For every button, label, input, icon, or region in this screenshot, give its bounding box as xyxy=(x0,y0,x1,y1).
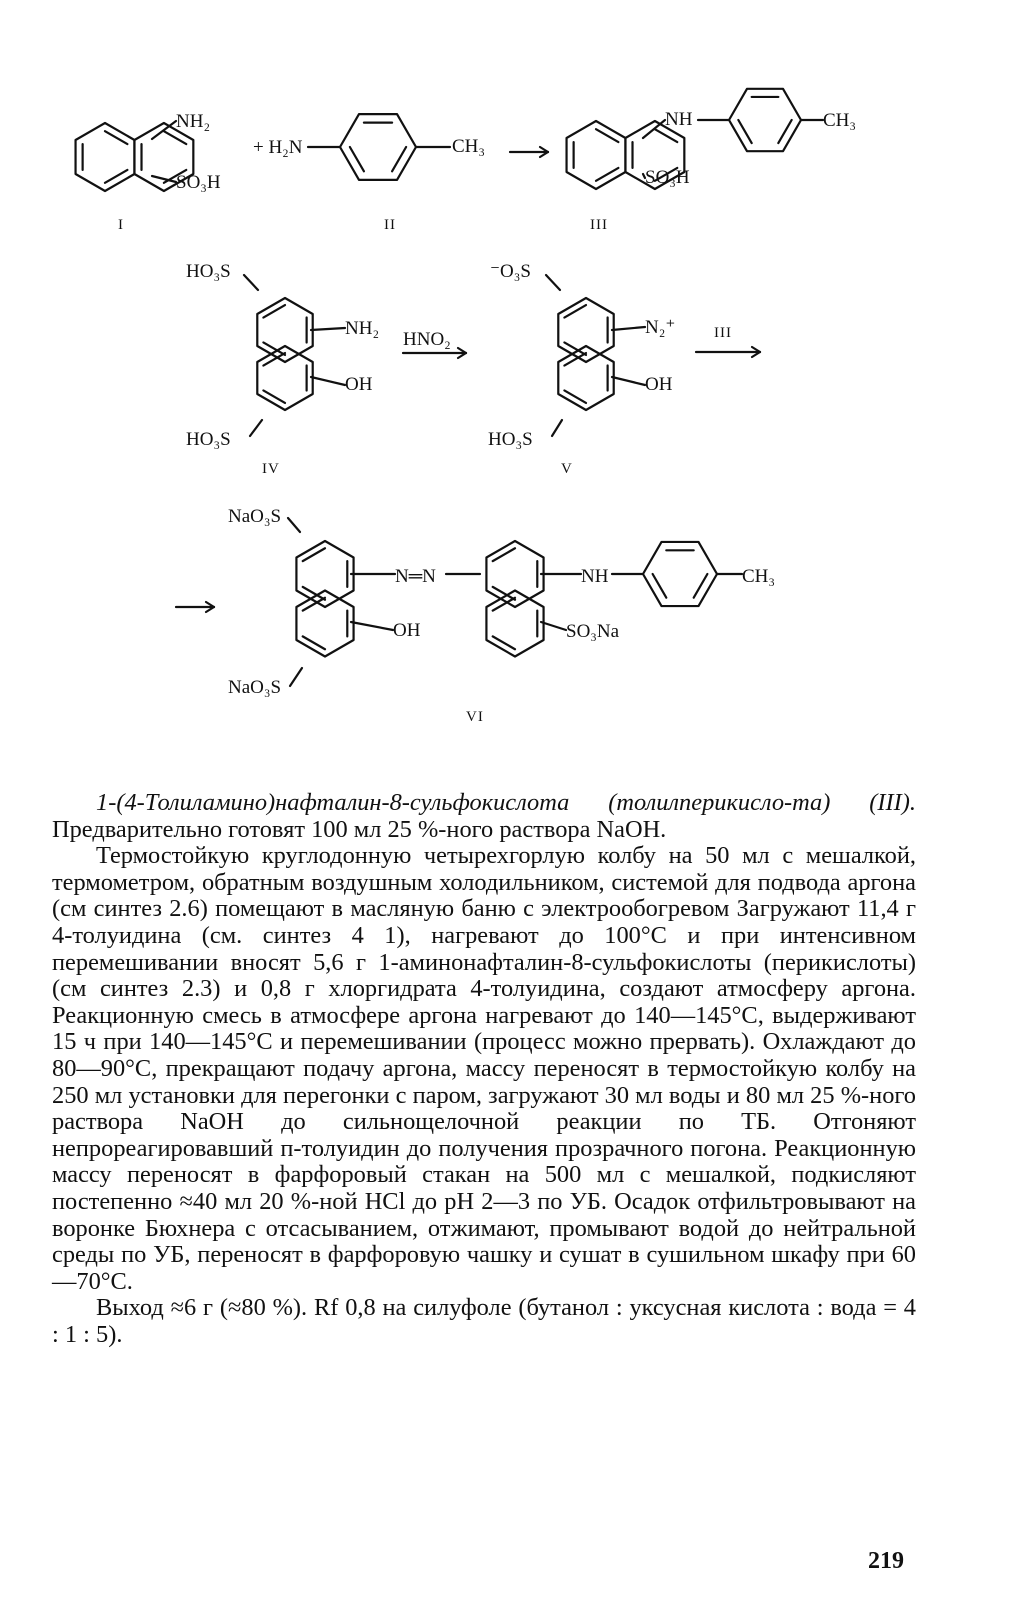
naphthalene-IV-bottom-double-bond xyxy=(263,390,285,402)
label-o3s-V: ⁻O₃S xyxy=(490,261,531,282)
label-oh-V: OH xyxy=(645,374,673,395)
bond-V-so3h-bottom xyxy=(552,420,562,436)
procedure-paragraph: Термостойкую круглодонную четырехгорлую колбу на 50 мл с мешалкой, термометром, обратным воздушным холодильником, системой для подвода аргона (см синтез 2.6) помещают в масляную баню с электрообогревом Загружают 11,4 г 4-толуидина (см. синтез 4 1), нагревают до 100°С и при интенсивном перемешивании вносят 5,6 г 1-аминонафталин-8-сульфокислоты (перикислоты) (см синтез 2.3) и 0,8 г хлоргидрата 4-толуидина, создают атмосферу аргона. Реакционную смесь в атмосфере аргона нагревают до 140—145°С, выдерживают 15 ч при 140—145°С и перемешивании (процесс можно прервать). Охлаждают до 80—90°С, прекращают подачу аргона, массу переносят в термостойкую колбу на 250 мл установки для перегонки с паром, загружают 30 мл воды и 80 мл 25 %-ного раствора NaOH до сильнощелочной реакции по ТБ. Отгоняют непрореагировавший п-толуидин до получения прозрачного погона. Реакционную массу переносят в фарфоровый стакан на 500 мл с мешалкой, подкисляют постепенно ≈40 мл 20 %-ной HCl до pH 2—3 по УБ. Осадок отфильтровывают на воронке Бюхнера с отсасыванием, отжимают, промывают водой до нейтральной среды по УБ, переносят в фарфоровую чашку и сушат в сушильном шкафу при 60—70°С. xyxy=(52,842,916,1295)
label-ch3-II: CH₃ xyxy=(452,136,486,157)
naphthalene-VI-right-top-double-bond xyxy=(493,548,515,561)
benzene-VI-ring xyxy=(643,542,717,606)
compound-title: 1-(4-Толиламино)нафталин-8-сульфокислота (толилперикисло-та) (III). xyxy=(96,789,916,816)
naphthalene-I-left-ring xyxy=(76,123,135,191)
bond-IV-nh2 xyxy=(311,328,345,330)
label-ch3-VI: CH₃ xyxy=(742,566,776,587)
bond-V-so3-top xyxy=(546,275,560,290)
label-oh-VI: OH xyxy=(393,620,421,641)
naphthalene-V-bottom-double-bond xyxy=(564,390,586,402)
bond-IV-so3h-top xyxy=(244,275,258,290)
label-h2n-II: + H₂N xyxy=(253,137,303,158)
label-so3h-I: SO₃H xyxy=(176,172,221,193)
naphthalene-VI-right-bottom-double-bond xyxy=(493,636,515,649)
compound-label-IV: IV xyxy=(262,461,280,477)
compound-label-VI: VI xyxy=(466,709,484,725)
procedure-title-paragraph xyxy=(52,790,916,843)
label-nao3s-VI-top: NaO₃S xyxy=(228,506,282,527)
reaction-scheme xyxy=(0,0,1020,760)
naphthalene-V-top-double-bond xyxy=(564,305,586,317)
bond-VI-so3na-top xyxy=(288,518,300,532)
label-azo-VI: N═N xyxy=(395,566,436,587)
naphthalene-IV-top-double-bond xyxy=(263,305,285,317)
yield-paragraph: Выход ≈6 г (≈80 %). Rf 0,8 на силуфоле (бутанол : уксусная кислота : вода = 4 : 1 : 5). xyxy=(52,1294,916,1348)
label-n2plus-V: N₂⁺ xyxy=(645,317,676,338)
label-nh2-IV: NH₂ xyxy=(345,318,380,339)
label-oh-IV: OH xyxy=(345,374,373,395)
label-ho3s-IV-top: HO₃S xyxy=(186,261,231,282)
bond-VI-so3na xyxy=(541,622,566,630)
bond-IV-oh xyxy=(311,377,345,385)
compound-label-II: II xyxy=(384,217,396,233)
bond-IV-so3h-bottom xyxy=(250,420,262,436)
naphthalene-III-left-ring xyxy=(567,121,626,189)
label-ch3-III: CH₃ xyxy=(823,110,857,131)
label-so3h-III: SO₃H xyxy=(645,167,690,188)
procedure-text xyxy=(52,790,916,1348)
label-hno2: HNO₂ xyxy=(403,329,451,350)
naphthalene-VI-left-bottom-double-bond xyxy=(303,636,325,649)
label-ho3s-IV-bottom: HO₃S xyxy=(186,429,231,450)
compound-label-I: I xyxy=(118,217,124,233)
bond-VI-so3na-bottom xyxy=(290,668,302,686)
label-so3na-VI: SO₃Na xyxy=(566,621,620,642)
page-number: 219 xyxy=(868,1548,904,1574)
compound-label-V: V xyxy=(561,461,573,477)
benzene-III-ring xyxy=(729,89,801,151)
arrow-reagent-III: III xyxy=(714,325,732,341)
bond-VI-oh xyxy=(351,622,393,630)
label-nh-VI: NH xyxy=(581,566,609,587)
title-continuation: Предварительно готовят 100 мл 25 %-ного раствора NaOH. xyxy=(52,815,667,843)
naphthalene-VI-left-top-double-bond xyxy=(303,548,325,561)
label-nh2-I: NH₂ xyxy=(176,111,211,132)
bond-V-n2 xyxy=(612,327,645,330)
bond-V-oh xyxy=(612,377,645,385)
label-nao3s-VI-bottom: NaO₃S xyxy=(228,677,282,698)
label-ho3s-V: HO₃S xyxy=(488,429,533,450)
compound-label-III: III xyxy=(590,217,608,233)
label-nh-III: NH xyxy=(665,109,693,130)
benzene-II-ring xyxy=(340,114,416,180)
